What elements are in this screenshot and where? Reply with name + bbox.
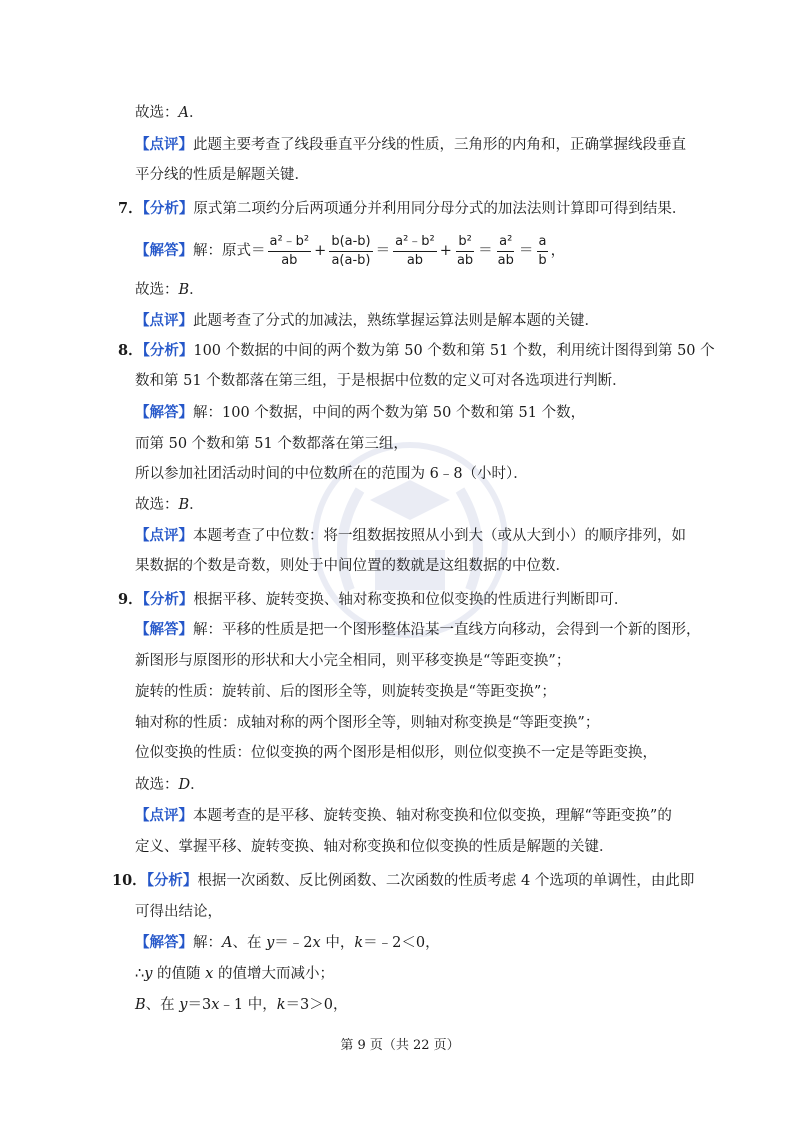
text-line: 果数据的个数是奇数，则处于中间位置的数就是这组数据的中位数．	[135, 558, 570, 574]
text-line: 而第 50 个数和第 51 个数都落在第三组，	[135, 436, 408, 452]
solution-tag: 【解答】	[135, 242, 193, 259]
comment-tag: 【点评】	[135, 312, 193, 329]
fraction: $\frac{\text{a²﹣b²}}{ab}$	[269, 233, 310, 268]
solution-tag: 【解答】	[135, 934, 193, 951]
comment-line: 【点评】本题考查的是平移、旋转变换、轴对称变换和位似变换，理解“等距变换”的	[135, 807, 672, 824]
question-8-analysis: 8．【分析】100 个数据的中间的两个数为第 50 个数和第 51 个数，利用统计图得到第 50 个	[118, 342, 715, 359]
solution-tag: 【解答】	[135, 621, 193, 638]
comment-line: 【点评】本题考查了中位数：将一组数据按照从小到大（或从大到小）的顺序排列，如	[135, 527, 686, 544]
fraction: $\frac{\text{b²}}{ab}$	[456, 233, 474, 268]
text-line: 可得出结论，	[135, 904, 222, 920]
fraction: $\frac{b(a-b)}{a(a-b)}$	[331, 233, 371, 268]
answer-line: 故选：B．	[135, 497, 204, 513]
text-line: 平分线的性质是解题关键．	[135, 167, 309, 183]
comment-tag: 【点评】	[135, 136, 193, 153]
text-line: 定义、掌握平移、旋转变换、轴对称变换和位似变换的性质是解题的关键．	[135, 839, 614, 855]
comment-line: 【点评】此题主要考查了线段垂直平分线的性质，三角形的内角和，正确掌握线段垂直	[135, 136, 686, 153]
question-number: 8．	[118, 342, 143, 359]
analysis-tag: 【分析】	[146, 872, 198, 889]
text-line: 新图形与原图形的形状和大小完全相同，则平移变换是“等距变换”；	[135, 653, 571, 669]
fraction: $\frac{\text{a²}}{ab}$	[497, 233, 514, 268]
comment-tag: 【点评】	[135, 527, 193, 544]
text-line: 数和第 51 个数都落在第三组，于是根据中位数的定义可对各选项进行判断．	[135, 373, 627, 389]
solution-tag: 【解答】	[135, 404, 193, 421]
answer-line: 故选：A．	[135, 105, 204, 121]
solution-line: 【解答】解：100 个数据，中间的两个数为第 50 个数和第 51 个数，	[135, 404, 586, 421]
text-line: ∴y 的值随 x 的值增大而减小；	[135, 966, 334, 982]
question-10-analysis: 10．【分析】根据一次函数、反比例函数、二次函数的性质考虑 4 个选项的单调性，由此即	[112, 872, 695, 889]
solution-line: 【解答】解：A、在 y＝﹣2x 中，k＝﹣2＜0，	[135, 934, 440, 951]
text-line: B、在 y＝3x﹣1 中，k＝3＞0，	[135, 997, 348, 1013]
analysis-tag: 【分析】	[142, 200, 194, 217]
analysis-tag: 【分析】	[142, 591, 194, 608]
answer-line: 故选：D．	[135, 777, 205, 793]
page-footer: 第 9 页（共 22 页）	[340, 1038, 460, 1053]
fraction: $\frac{\text{a²﹣b²}}{ab}$	[395, 233, 435, 268]
question-number: 7．	[118, 200, 143, 217]
question-number: 9．	[118, 591, 143, 608]
answer-line: 故选：B．	[135, 282, 204, 298]
comment-line: 【点评】此题考查了分式的加减法，熟练掌握运算法则是解本题的关键．	[135, 312, 599, 329]
analysis-tag: 【分析】	[142, 342, 194, 359]
question-7-solution: 【解答】解：原式＝ $\frac{\text{a²﹣b²}}{ab}$ + $\frac{b(a-b)}{a(a-b)}$ ＝ $\frac{\text{a²﹣b²}}{ab}$ + $\frac{\text{b²}}{ab}$ ＝ $\frac{\text{a²}}{ab}$ ＝ $\frac{a}{b}$ ，	[135, 233, 566, 268]
comment-tag: 【点评】	[135, 807, 193, 824]
text-line: 位似变换的性质：位似变换的两个图形是相似形，则位似变换不一定是等距变换，	[135, 745, 657, 761]
question-9-analysis: 9．【分析】根据平移、旋转变换、轴对称变换和位似变换的性质进行判断即可．	[118, 591, 629, 608]
question-number: 10．	[112, 872, 147, 889]
text-line: 所以参加社团活动时间的中位数所在的范围为 6﹣8（小时）．	[135, 466, 528, 482]
text-line: 轴对称的性质：成轴对称的两个图形全等，则轴对称变换是“等距变换”；	[135, 715, 600, 731]
text-line: 旋转的性质：旋转前、后的图形全等，则旋转变换是“等距变换”；	[135, 684, 556, 700]
question-7-analysis: 7．【分析】原式第二项约分后两项通分并利用同分母分式的加法法则计算即可得到结果．	[118, 200, 687, 217]
fraction: $\frac{a}{b}$	[538, 233, 547, 268]
solution-line: 【解答】解：平移的性质是把一个图形整体沿某一直线方向移动，会得到一个新的图形，	[135, 621, 701, 638]
